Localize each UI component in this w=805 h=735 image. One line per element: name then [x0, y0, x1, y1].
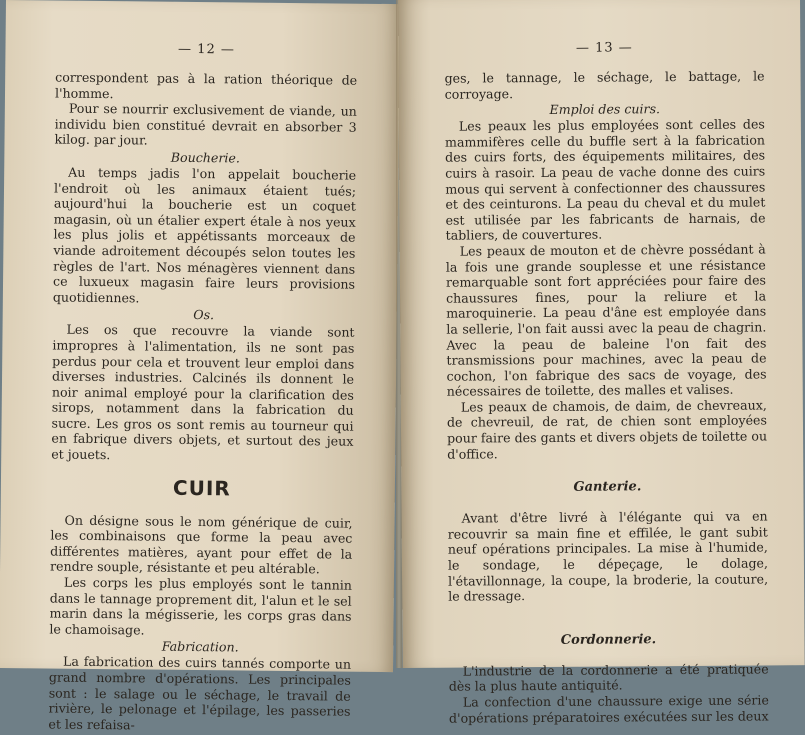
paragraph: Les corps les plus employés sont le tannin dans le tannage proprement dit, l'alun et le sel marin dans la mégisserie, les corps gras dans le chamoisage.: [49, 574, 352, 638]
paragraph: correspondent pas à la ration théorique de l'homme.: [54, 69, 358, 101]
section-heading: Fabrication.: [161, 639, 239, 655]
paragraph: Les peaux de mouton et de chèvre possédant à la fois une grande souplesse et une résistance remarquable sont fort appréciées pour faire des chaussures fines, pour la reliure et la maroquinerie. La peau d'âne est employée dans la sellerie, l'on fait aussi avec la peau de chagrin. Avec la peau de baleine l'on fait des transmissions pour machines, avec la peau de cochon, l'on fabrique des sacs de voyage, des nécessaires de toilette, des malles et valises.: [445, 241, 767, 399]
left-page: [0, 0, 400, 733]
page-number: — 12 —: [178, 41, 235, 58]
paragraph: ges, le tannage, le séchage, le battage, le corroyage.: [444, 68, 765, 102]
paragraph: La confection d'une chaussure exige une série d'opérations préparatoires exécutées sur les deux: [448, 692, 769, 726]
paragraph: Avant d'être livré à l'élégante qui va en recouvrir sa main fine et effilée, le gant subit neuf opérations principales. La mise à l'humide, le sondage, le dépeçage, le dolage, l'étavillonnage, la coupe, la broderie, la couture, le dressage.: [447, 508, 769, 604]
section-heading: Boucherie.: [170, 149, 240, 166]
page-body: [444, 68, 769, 725]
right-page: [398, 0, 805, 726]
paragraph: L'industrie de la cordonnerie a été pratiquée dès la plus haute antiquité.: [448, 661, 769, 695]
paragraph: Pour se nourrir exclusivement de viande, un individu bien constitué devrait en absorber 3 kilog. par jour.: [54, 100, 357, 148]
section-heading: Os.: [193, 307, 215, 323]
page-body: [48, 70, 357, 735]
paragraph: Les peaux de chamois, de daim, de chevreaux, de chevreuil, de rat, de chien sont employées pour faire des gants et divers objets de toilette ou d'office.: [446, 397, 768, 462]
section-heading: Ganterie.: [573, 479, 642, 496]
paragraph: Les peaux les plus employées sont celles des mammifères celle du buffle sert à la fabrication des cuirs forts, des équipements militaires, des cuirs à rasoir. La peau de vache donne des cuirs mous qui servent à confectionner des chaussures et des ceinturons. La peau du cheval et du mulet est utilisée par les fabricants de harnais, de tabliers, de couvertures.: [444, 116, 766, 244]
chapter-title: CUIR: [172, 475, 231, 501]
paragraph: La fabrication des cuirs tannés comporte un grand nombre d'opérations. Les principales sont : le salage ou le séchage, le travail de rivière, le pelonage et l'épilage, les passeries et les refaisa-: [48, 654, 352, 733]
paragraph: On désigne sous le nom générique de cuir, les combinaisons que forme la peau avec différentes matières, ayant pour effet de la rendre souple, résistante et peu altérable.: [49, 512, 353, 577]
paragraph: Les os que recouvre la viande sont impropres à l'alimentation, ils ne sont pas perdus pour cela et trouvent leur emploi dans diverses industries. Calcinés ils donnent le noir animal employé pour la clarification des sirops, notamment dans la fabrication du sucre. Les gros os sont remis au tourneur qui en fabrique divers objets, et surtout des jeux et jouets.: [51, 321, 355, 463]
section-heading: Cordonnerie.: [560, 632, 657, 648]
page-number: — 13 —: [575, 40, 633, 56]
paragraph: Au temps jadis l'on appelait boucherie l'endroit où les animaux étaient tués; aujourd'hui la boucherie est un coquet magasin, où un étalier expert étale à nos yeux les plus jolis et appétissants morceaux de viande adroitement découpés selon toutes les règles de l'art. Nos ménagères viennent dans ce luxueux magasin faire leurs provisions quotidiennes.: [52, 164, 357, 306]
section-heading: Emploi des cuirs.: [549, 101, 661, 118]
